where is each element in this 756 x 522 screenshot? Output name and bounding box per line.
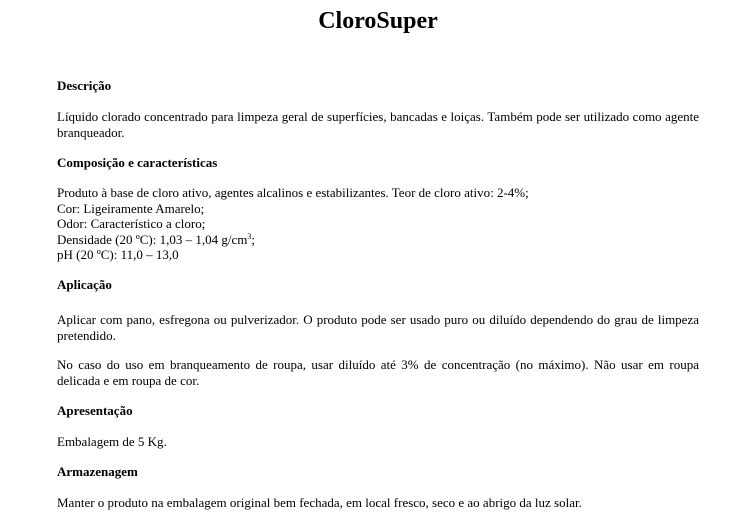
section-text-apresentacao: Embalagem de 5 Kg.: [57, 434, 167, 449]
density-suffix: ;: [251, 231, 255, 247]
section-text-descricao: Líquido clorado concentrado para limpeza geral de superfícies, bancadas e loiças. Também pode ser utilizado como agente branqueador.: [57, 109, 699, 140]
section-heading-apresentacao: Apresentação: [57, 403, 133, 418]
section-paragraph-aplicacao-2: No caso do uso em branqueamento de roupa, usar diluído até 3% de concentração (no máximo). Não usar em roupa delicada e em roupa de cor.: [57, 357, 699, 388]
section-list-composicao: [57, 185, 699, 263]
density-text: Densidade (20 ºC): 1,03 – 1,04 g/cm: [57, 231, 248, 247]
density-line: [57, 232, 699, 248]
section-heading-armazenagem: Armazenagem: [57, 464, 138, 479]
color-line: Cor: Ligeiramente Amarelo;: [57, 200, 205, 216]
section-heading-descricao: Descrição: [57, 78, 112, 93]
density-superscript: 3: [247, 231, 252, 241]
composition-line: Produto à base de cloro ativo, agentes alcalinos e estabilizantes. Teor de cloro ativo: 2-4%;: [57, 185, 529, 200]
section-paragraph-aplicacao-1: Aplicar com pano, esfregona ou pulverizador. O produto pode ser usado puro ou diluído dependendo do grau de limpeza pretendido.: [57, 312, 699, 343]
section-heading-aplicacao: Aplicação: [57, 277, 112, 292]
document-title: CloroSuper: [318, 8, 438, 34]
section-heading-composicao: Composição e características: [57, 155, 218, 170]
odor-line: Odor: Característico a cloro;: [57, 216, 206, 231]
section-text-armazenagem: Manter o produto na embalagem original bem fechada, em local fresco, seco e ao abrigo da luz solar.: [57, 495, 582, 510]
ph-line: pH (20 ºC): 11,0 – 13,0: [57, 247, 179, 262]
